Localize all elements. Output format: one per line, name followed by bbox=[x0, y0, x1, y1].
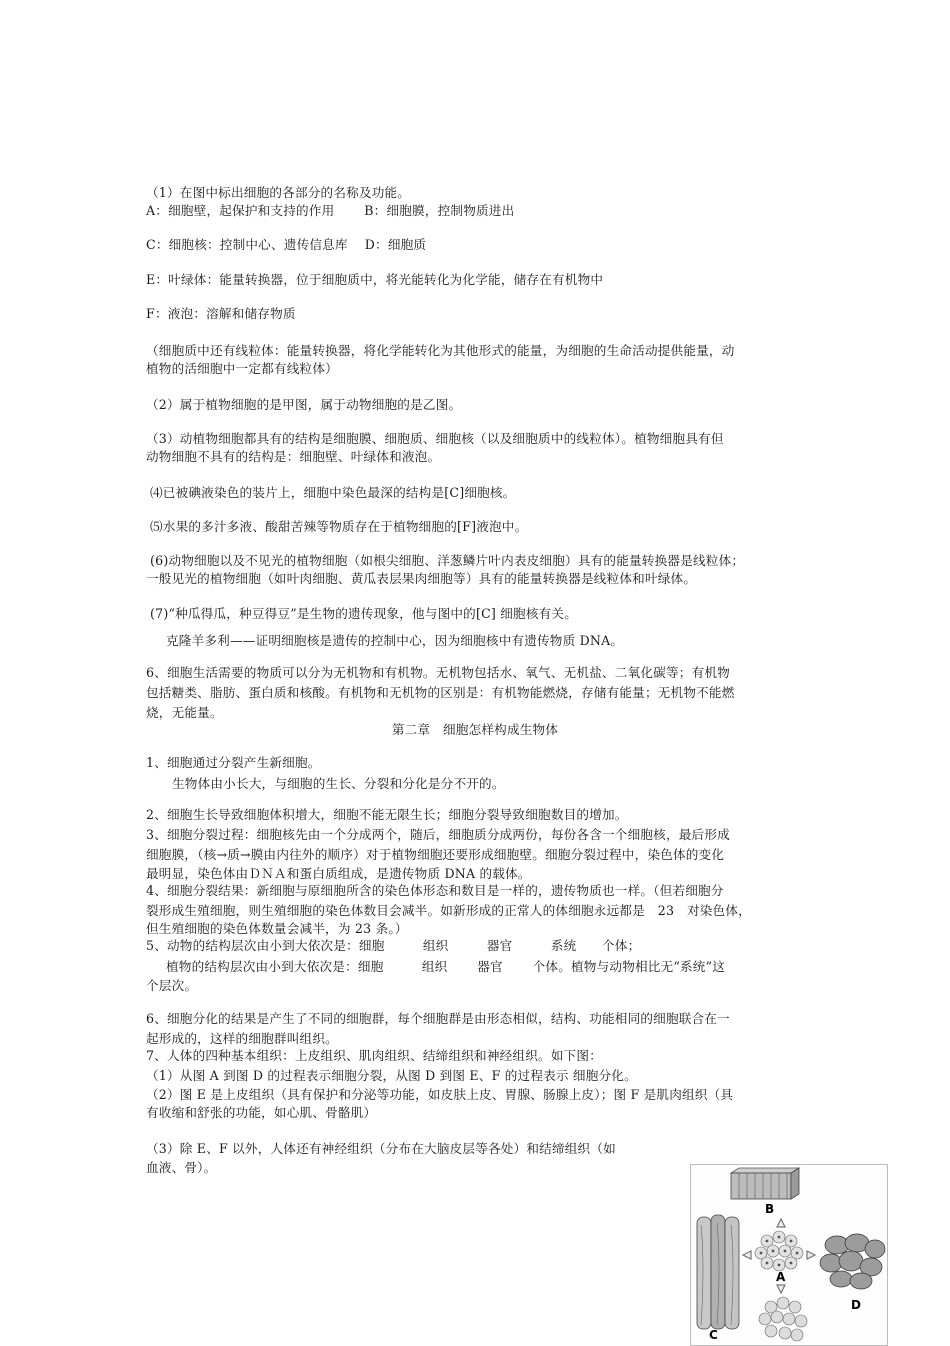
text-line: A：细胞壁，起保护和支持的作用 B：细胞膜，控制物质进出 bbox=[146, 203, 515, 218]
tissue-c-fibers bbox=[697, 1215, 739, 1329]
figure-label-b: B bbox=[765, 1202, 775, 1216]
text-line: (7)“种瓜得瓜，种豆得豆”是生物的遗传现象，他与图中的[C] 细胞核有关。 bbox=[150, 606, 578, 621]
text-line: 最明显，染色体由ＤＮＡ和蛋白质组成，是遗传物质 DNA 的载体。 bbox=[146, 866, 531, 881]
text-line: 起形成的，这样的细胞群叫组织。 bbox=[146, 1031, 338, 1046]
text-line: ⑸水果的多汁多液、酸甜苦辣等物质存在于植物细胞的[F]液泡中。 bbox=[150, 519, 528, 534]
text-line: 动物细胞不具有的结构是：细胞壁、叶绿体和液泡。 bbox=[146, 449, 441, 464]
text-line: 裂形成生殖细胞，则生殖细胞的染色体数目会减半。如新形成的正常人的体细胞永远都是 23 对染色体， bbox=[146, 903, 751, 918]
text-line: 4、细胞分裂结果：新细胞与原细胞所含的染色体形态和数目是一样的，遗传物质也一样。（但若细胞分 bbox=[146, 883, 724, 898]
text-line: （1）在图中标出细胞的各部分的名称及功能。 bbox=[146, 185, 411, 200]
text-line: 包括糖类、脂肪、蛋白质和核酸。有机物和无机物的区别是：有机物能燃烧，存储有能量；无机物不能燃 bbox=[146, 685, 735, 700]
text-line: 7、人体的四种基本组织：上皮组织、肌肉组织、结缔组织和神经组织。如下图： bbox=[146, 1048, 602, 1063]
text-line: （3）除 E、F 以外，人体还有神经组织（分布在大脑皮层等各处）和结缔组织（如 bbox=[146, 1141, 616, 1156]
figure-label-d: D bbox=[851, 1298, 861, 1312]
text-line: 烧，无能量。 bbox=[146, 705, 223, 720]
text-line: 植物的结构层次由小到大依次是：细胞 组织 器官 个体。植物与动物相比无“系统”这 bbox=[166, 959, 726, 974]
text-line: 生物体由小长大，与细胞的生长、分裂和分化是分不开的。 bbox=[172, 776, 505, 791]
text-line: 有收缩和舒张的功能，如心肌、骨骼肌） bbox=[146, 1105, 377, 1120]
tissue-diagram bbox=[691, 1165, 887, 1345]
tissue-d-cluster bbox=[820, 1234, 885, 1289]
text-line: 6、细胞生活需要的物质可以分为无机物和有机物。无机物包括水、氧气、无机盐、二氧化碳等；有机物 bbox=[146, 665, 730, 680]
text-line: 个层次。 bbox=[146, 978, 198, 993]
text-line: C：细胞核：控制中心、遗传信息库 D：细胞质 bbox=[146, 237, 427, 252]
text-line: 一般见光的植物细胞（如叶肉细胞、黄瓜表层果肉细胞等）具有的能量转换器是线粒体和叶绿体。 bbox=[146, 571, 697, 586]
text-line: （细胞质中还有线粒体：能量转换器，将化学能转化为其他形式的能量，为细胞的生命活动提供能量，动 bbox=[146, 343, 735, 358]
figure-label-c: C bbox=[709, 1328, 718, 1342]
text-line: (6)动物细胞以及不见光的植物细胞（如根尖细胞、洋葱鳞片叶内表皮细胞）具有的能量转换器是线粒体； bbox=[150, 553, 745, 568]
text-line: 但生殖细胞的染色体数量会减半，为 23 条。） bbox=[146, 921, 408, 936]
figure-label-a: A bbox=[776, 1270, 786, 1284]
tissue-differentiation-figure bbox=[690, 1164, 888, 1346]
text-line: ⑷已被碘液染色的装片上，细胞中染色最深的结构是[C]细胞核。 bbox=[150, 485, 516, 500]
text-line: 5、动物的结构层次由小到大依次是：细胞 组织 器官 系统 个体； bbox=[146, 938, 641, 953]
text-line: 细胞膜，（核→质→膜由内往外的顺序）对于植物细胞还要形成细胞壁。细胞分裂过程中，染色体的变化 bbox=[146, 847, 725, 862]
text-line: （2）属于植物细胞的是甲图，属于动物细胞的是乙图。 bbox=[146, 397, 462, 412]
text-line: 植物的活细胞中一定都有线粒体） bbox=[146, 361, 338, 376]
tissue-bottom-cluster bbox=[759, 1297, 807, 1341]
text-line: 3、细胞分裂过程：细胞核先由一个分成两个，随后，细胞质分成两份，每份各含一个细胞核，最后形成 bbox=[146, 827, 730, 842]
text-line: 6、细胞分化的结果是产生了不同的细胞群，每个细胞群是由形态相似，结构、功能相同的细胞联合在一 bbox=[146, 1011, 730, 1026]
text-line: 血液、骨）。 bbox=[146, 1160, 217, 1175]
tissue-b-block bbox=[731, 1168, 799, 1199]
chapter-heading: 第二章 细胞怎样构成生物体 bbox=[391, 722, 559, 737]
text-line: （1）从图 A 到图 D 的过程表示细胞分裂，从图 D 到图 E、F 的过程表示 细胞分化。 bbox=[146, 1068, 637, 1083]
text-line: （2）图 E 是上皮组织（具有保护和分泌等功能，如皮肤上皮、胃腺、肠腺上皮）；图 F 是肌肉组织（具 bbox=[146, 1087, 734, 1102]
text-line: F：液泡：溶解和储存物质 bbox=[146, 306, 296, 321]
text-line: 克隆羊多利——证明细胞核是遗传的控制中心，因为细胞核中有遗传物质 DNA。 bbox=[166, 633, 624, 648]
text-line: E：叶绿体：能量转换器，位于细胞质中，将光能转化为化学能，储存在有机物中 bbox=[146, 272, 604, 287]
text-line: （3）动植物细胞都具有的结构是细胞膜、细胞质、细胞核（以及细胞质中的线粒体）。植物细胞具有但 bbox=[146, 431, 724, 446]
text-line: 2、细胞生长导致细胞体积增大，细胞不能无限生长；细胞分裂导致细胞数目的增加。 bbox=[146, 807, 628, 822]
text-line: 1、细胞通过分裂产生新细胞。 bbox=[146, 755, 321, 770]
